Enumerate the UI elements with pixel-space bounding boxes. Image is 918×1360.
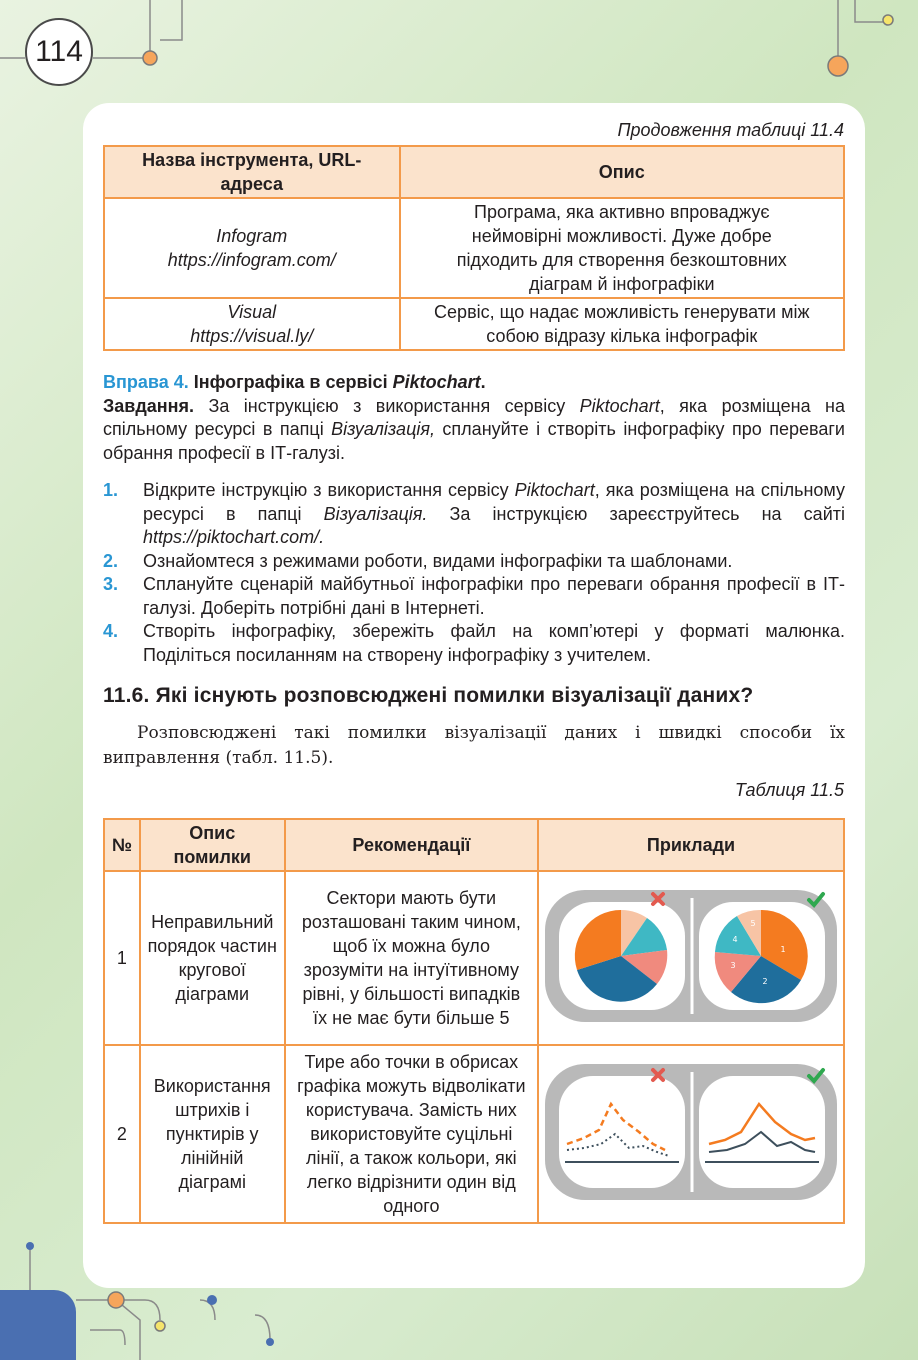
pie-label: 1 (780, 945, 786, 954)
table-row (104, 298, 844, 350)
table-caption: Таблиця 11.5 (734, 780, 844, 800)
tool-name-cell: Visual https://visual.ly/ (104, 298, 400, 350)
line-example-image (539, 1046, 843, 1216)
error-cell: Неправильний порядок частин кругової діаграми (140, 871, 285, 1045)
errors-header-error: Опис помилки (140, 819, 285, 871)
errors-header-rec: Рекомендації (285, 819, 538, 871)
table-row (104, 1045, 844, 1223)
list-item: 1. Відкрите інструкцію з використання сервісу Piktochart, яка розміщена на спільному ресурсі в папці Візуалізація. За інструкцією зареєструйтесь на сайті https://piktochart.com/. (103, 480, 846, 547)
section-paragraph: Розповсюджені такі помилки візуалізації даних і швидкі способи їх виправлення (табл. 11.5). (103, 723, 845, 768)
pie-label: 4 (732, 935, 738, 944)
list-item: 2. Ознайомтеся з режимами роботи, видами інфографіки та шаблонами. (103, 550, 733, 571)
row-number: 2 (104, 1045, 140, 1223)
tools-header-desc: Опис (400, 146, 844, 198)
wrong-pie-chart (575, 910, 667, 1002)
recommendation-cell: Тире або точки в обрисах графіка можуть відволікати користувача. Замість них використовуйте суцільні лінії, а також кольори, які легко відрізнити один від одного (285, 1045, 538, 1223)
tool-desc-cell: Програма, яка активно впроваджує неймовірні можливості. Дуже добре підходить для створення безкоштовних діаграм й інфографіки (400, 198, 844, 298)
steps-list (103, 479, 845, 667)
errors-header-no: № (104, 819, 140, 871)
pie-label: 3 (730, 961, 736, 970)
content-panel (83, 103, 865, 1288)
list-item: 4. Створіть інфографіку, збережіть файл на комп’ютері у форматі малюнка. Поділіться посиланням на створену інфографіку з учителем. (103, 621, 845, 665)
exercise-block (103, 371, 845, 465)
exercise-task: Завдання. За інструкцією з використання сервісу Piktochart, яка розміщена на спільному ресурсі в папці Візуалізація, сплануйте і створіть інфографіку про переваги обрання професії в ІТ-галузі. (103, 395, 845, 463)
tool-name-cell: Infogram https://infogram.com/ (104, 198, 400, 298)
table-continuation-caption: Продовження таблиці 11.4 (617, 120, 844, 140)
error-cell: Використання штрихів і пунктирів у лінійній діаграмі (140, 1045, 285, 1223)
table-row (104, 198, 844, 298)
tools-table (103, 145, 845, 351)
right-pie-chart (715, 910, 808, 1003)
pie-example-image (539, 872, 843, 1038)
tool-desc-cell: Сервіс, що надає можливість генерувати між собою відразу кілька інфографік (400, 298, 844, 350)
errors-table (103, 818, 845, 1224)
recommendation-cell: Сектори мають бути розташовані таким чином, щоб їх можна було зрозуміти на інтуїтивному рівні, у більшості випадків їх не має бути більше 5 (285, 871, 538, 1045)
errors-header-examples: Приклади (538, 819, 844, 871)
pie-label: 5 (750, 919, 756, 928)
tools-header-name: Назва інструмента, URL-адреса (104, 146, 400, 198)
pie-label: 2 (762, 977, 768, 986)
list-item: 3. Сплануйте сценарій майбутньої інфографіки про переваги обрання професії в ІТ-галузі. Доберіть потрібні дані в Інтернеті. (103, 574, 845, 618)
page-number: 114 (25, 18, 93, 86)
row-number: 1 (104, 871, 140, 1045)
example-cell (538, 1045, 844, 1223)
exercise-title: Вправа 4. Інфографіка в сервісі Piktochart. (103, 372, 486, 392)
page-corner-tab (0, 1290, 76, 1360)
table-row (104, 871, 844, 1045)
section-heading: 11.6. Які існують розповсюджені помилки візуалізації даних? (103, 684, 754, 707)
example-cell (538, 871, 844, 1045)
